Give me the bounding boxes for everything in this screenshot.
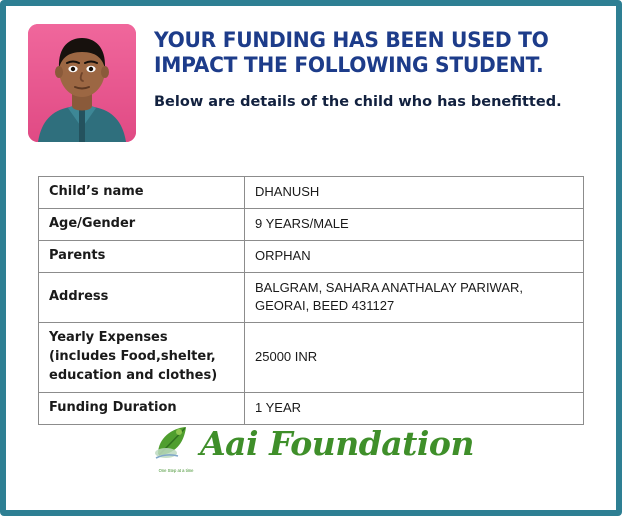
row-value-age-gender xyxy=(245,208,584,240)
table-row xyxy=(39,208,584,240)
child-photo-illustration xyxy=(28,24,136,142)
table-row xyxy=(39,272,584,323)
row-value-parents xyxy=(245,240,584,272)
logo-tagline: One Step at a time xyxy=(158,468,194,473)
logo-wordmark: Aai Foundation xyxy=(200,423,474,463)
row-label-parents: Parents xyxy=(39,240,245,272)
value-line: 25000 INR xyxy=(255,349,318,365)
value-line: 1 YEAR xyxy=(255,399,302,415)
child-details-table xyxy=(38,176,584,425)
row-value-yearly-expenses xyxy=(245,323,584,393)
header-text-block xyxy=(154,24,594,112)
footer-logo xyxy=(6,420,616,473)
leaf-logo-svg xyxy=(148,420,194,466)
value-line: BALGRAM, SAHARA ANATHALAY PARIWAR, xyxy=(255,279,524,295)
header-section xyxy=(28,24,594,142)
page-subtitle: Below are details of the child who has benefitted. xyxy=(154,93,562,110)
leaf-logo-icon xyxy=(148,420,194,473)
page-title: YOUR FUNDING HAS BEEN USED TO IMPACT THE FOLLOWING STUDENT. xyxy=(154,28,549,79)
row-label-age-gender: Age/Gender xyxy=(39,208,245,240)
row-value-address xyxy=(245,272,584,323)
row-label-child-name: Child’s name xyxy=(39,177,245,209)
value-line: 9 YEARS/MALE xyxy=(255,215,349,231)
value-line: DHANUSH xyxy=(255,184,320,199)
row-label-yearly-expenses: Yearly Expenses (includes Food,shelter, education and clothes) xyxy=(39,323,245,393)
row-label-funding-duration: Funding Duration xyxy=(39,392,245,424)
details-table-wrap xyxy=(28,176,594,425)
table-row xyxy=(39,323,584,393)
table-row xyxy=(39,177,584,209)
child-photo xyxy=(28,24,136,142)
table-row xyxy=(39,240,584,272)
row-value-child-name xyxy=(245,177,584,209)
value-line-2: GEORAI, BEED 431127 xyxy=(255,298,395,314)
row-label-address: Address xyxy=(39,272,245,323)
value-line: ORPHAN xyxy=(255,247,311,263)
